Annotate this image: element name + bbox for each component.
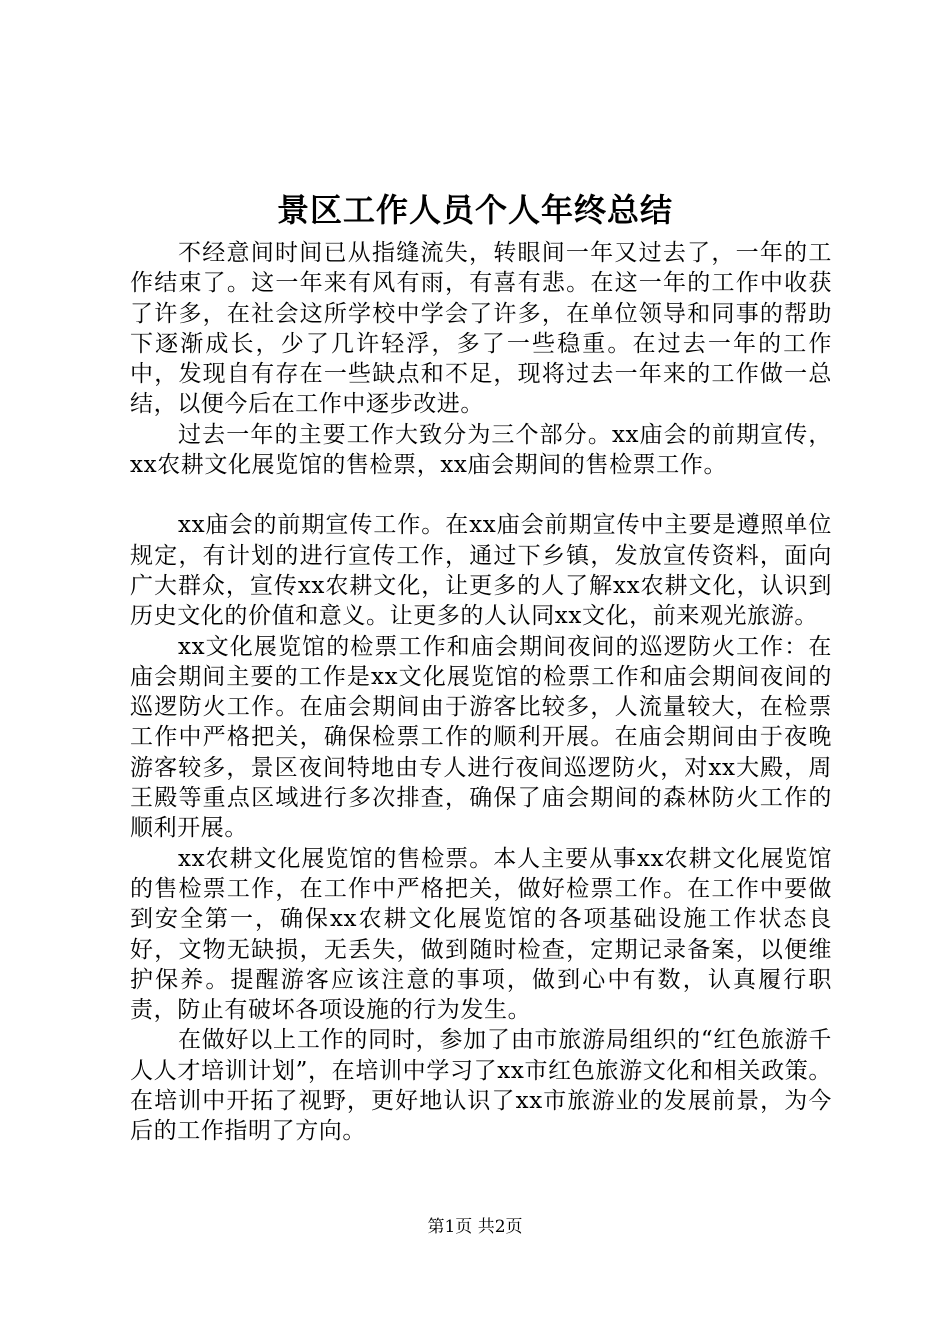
paragraph-overview: 过去一年的主要工作大致分为三个部分。xx庙会的前期宣传，xx农耕文化展览馆的售检票，xx庙会期间的售检票工作。 bbox=[130, 421, 832, 479]
document-body bbox=[130, 238, 832, 1147]
paragraph-promotion: xx庙会的前期宣传工作。在xx庙会前期宣传中主要是遵照单位规定，有计划的进行宣传工作，通过下乡镇，发放宣传资料，面向广大群众，宣传xx农耕文化，让更多的人了解xx农耕文化，认识到历史文化的价值和意义。让更多的人认同xx文化，前来观光旅游。 bbox=[130, 512, 832, 630]
paragraph-ticketing: xx农耕文化展览馆的售检票。本人主要从事xx农耕文化展览馆的售检票工作，在工作中严格把关，做好检票工作。在工作中要做到安全第一，确保xx农耕文化展览馆的各项基础设施工作状态良好，文物无缺损，无丢失，做到随时检查，定期记录备案，以便维护保养。提醒游客应该注意的事项，做到心中有数，认真履行职责，防止有破坏各项设施的行为发生。 bbox=[130, 845, 832, 1024]
paragraph-spacer bbox=[130, 480, 832, 510]
paragraph-intro: 不经意间时间已从指缝流失，转眼间一年又过去了，一年的工作结束了。这一年来有风有雨，有喜有悲。在这一年的工作中收获了许多，在社会这所学校中学会了许多，在单位领导和同事的帮助下逐渐成长，少了几许轻浮，多了一些稳重。在过去一年的工作中，发现自有存在一些缺点和不足，现将过去一年来的工作做一总结，以便今后在工作中逐步改进。 bbox=[130, 240, 832, 418]
page-footer: 第1页 共2页 bbox=[427, 1217, 523, 1237]
paragraph-patrol: xx文化展览馆的检票工作和庙会期间夜间的巡逻防火工作：在庙会期间主要的工作是xx文化展览馆的检票工作和庙会期间夜间的巡逻防火工作。在庙会期间由于游客比较多，人流量较大，在检票工作中严格把关，确保检票工作的顺利开展。在庙会期间由于夜晚游客较多，景区夜间特地由专人进行夜间巡逻防火，对xx大殿，周王殿等重点区域进行多次排查，确保了庙会期间的森林防火工作的顺利开展。 bbox=[130, 633, 832, 842]
document-title: 景区工作人员个人年终总结 bbox=[276, 191, 673, 229]
paragraph-training: 在做好以上工作的同时，参加了由市旅游局组织的“红色旅游千人人才培训计划”，在培训中学习了xx市红色旅游文化和相关政策。在培训中开拓了视野，更好地认识了xx市旅游业的发展前景，为今后的工作指明了方向。 bbox=[130, 1027, 832, 1145]
